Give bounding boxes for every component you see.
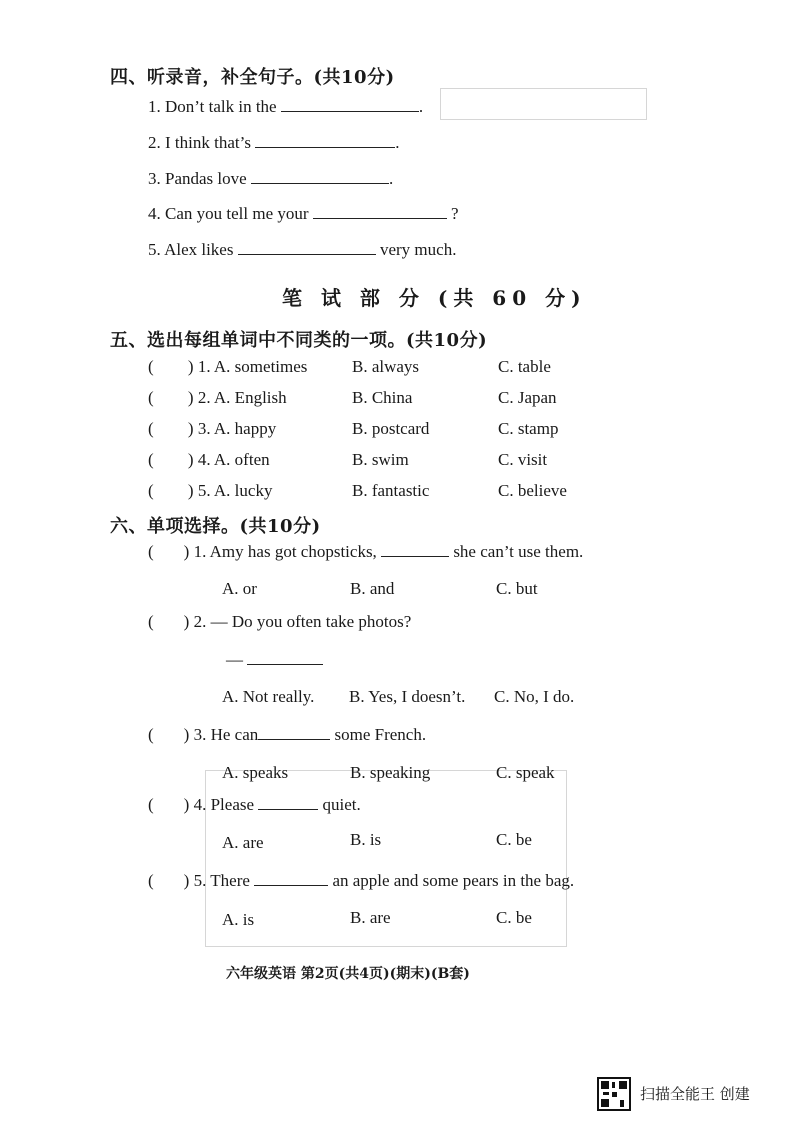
fill-item-1: 1. Don’t talk in the . xyxy=(148,97,424,116)
option-c: C. speak xyxy=(496,763,555,782)
option-c: C. but xyxy=(496,579,538,598)
question-blank xyxy=(258,725,330,740)
option-c: C. table xyxy=(498,357,551,376)
answer-blank[interactable] xyxy=(238,240,376,255)
question-blank xyxy=(258,795,318,810)
question-blank xyxy=(247,650,323,665)
option-a: A. speaks xyxy=(222,763,289,782)
option-b: B. is xyxy=(350,830,382,849)
option-b: B. always xyxy=(352,357,420,376)
answer-blank[interactable] xyxy=(255,133,395,148)
option-b: B. speaking xyxy=(350,763,431,782)
question-blank xyxy=(254,871,328,886)
word-item-1: ( ) 1. A. sometimes xyxy=(148,357,308,376)
option-c: C. be xyxy=(496,908,532,927)
word-item-5: ( ) 5. A. lucky xyxy=(148,481,273,500)
written-part-title: 笔 试 部 分 (共 60 分) xyxy=(282,286,587,310)
bleed-through-box xyxy=(440,88,647,120)
answer-blank[interactable] xyxy=(313,204,447,219)
option-c: C. be xyxy=(496,830,532,849)
option-b: B. China xyxy=(352,388,413,407)
option-b: B. Yes, I doesn’t. xyxy=(349,687,466,706)
option-a: A. is xyxy=(222,910,255,929)
option-b: B. postcard xyxy=(352,419,430,438)
choice-question-3: ( ) 3. He can some French. xyxy=(148,725,427,744)
option-b: B. fantastic xyxy=(352,481,430,500)
choice-question-2: ( ) 2. — Do you often take photos? xyxy=(148,612,412,631)
choice-question-4: ( ) 4. Please quiet. xyxy=(148,795,361,814)
option-c: C. believe xyxy=(498,481,567,500)
option-c: C. visit xyxy=(498,450,548,469)
fill-item-4: 4. Can you tell me your ? xyxy=(148,204,459,223)
question-blank xyxy=(381,542,449,557)
option-b: B. swim xyxy=(352,450,409,469)
option-c: C. No, I do. xyxy=(494,687,575,706)
option-a: A. or xyxy=(222,579,257,598)
choice-question-1: ( ) 1. Amy has got chopsticks, she can’t use them. xyxy=(148,542,584,561)
fill-item-3: 3. Pandas love . xyxy=(148,169,394,188)
fill-item-2: 2. I think that’s . xyxy=(148,133,400,152)
option-b: B. and xyxy=(350,579,395,598)
option-a: A. are xyxy=(222,833,264,852)
word-item-4: ( ) 4. A. often xyxy=(148,450,270,469)
section-6-title: 六、单项选择。(共10分) xyxy=(110,516,321,537)
scanner-watermark-label: 扫描全能王 创建 xyxy=(640,1085,750,1103)
section-5-title: 五、选出每组单词中不同类的一项。(共10分) xyxy=(110,330,488,351)
option-a: A. Not really. xyxy=(222,687,315,706)
choice-question-5: ( ) 5. There an apple and some pears in the bag. xyxy=(148,871,575,890)
page-footer: 六年级英语 第2页(共4页)(期末)(B套) xyxy=(226,966,470,982)
option-c: C. stamp xyxy=(498,419,559,438)
fill-item-5: 5. Alex likes very much. xyxy=(148,240,457,259)
section-4-title: 四、听录音，补全句子。(共10分) xyxy=(110,67,395,88)
answer-blank[interactable] xyxy=(251,169,389,184)
word-item-3: ( ) 3. A. happy xyxy=(148,419,277,438)
option-b: B. are xyxy=(350,908,391,927)
option-c: C. Japan xyxy=(498,388,557,407)
dialogue-answer-line: — xyxy=(226,650,323,670)
qr-code-icon xyxy=(597,1077,631,1111)
answer-blank[interactable] xyxy=(281,97,419,112)
word-item-2: ( ) 2. A. English xyxy=(148,388,287,407)
